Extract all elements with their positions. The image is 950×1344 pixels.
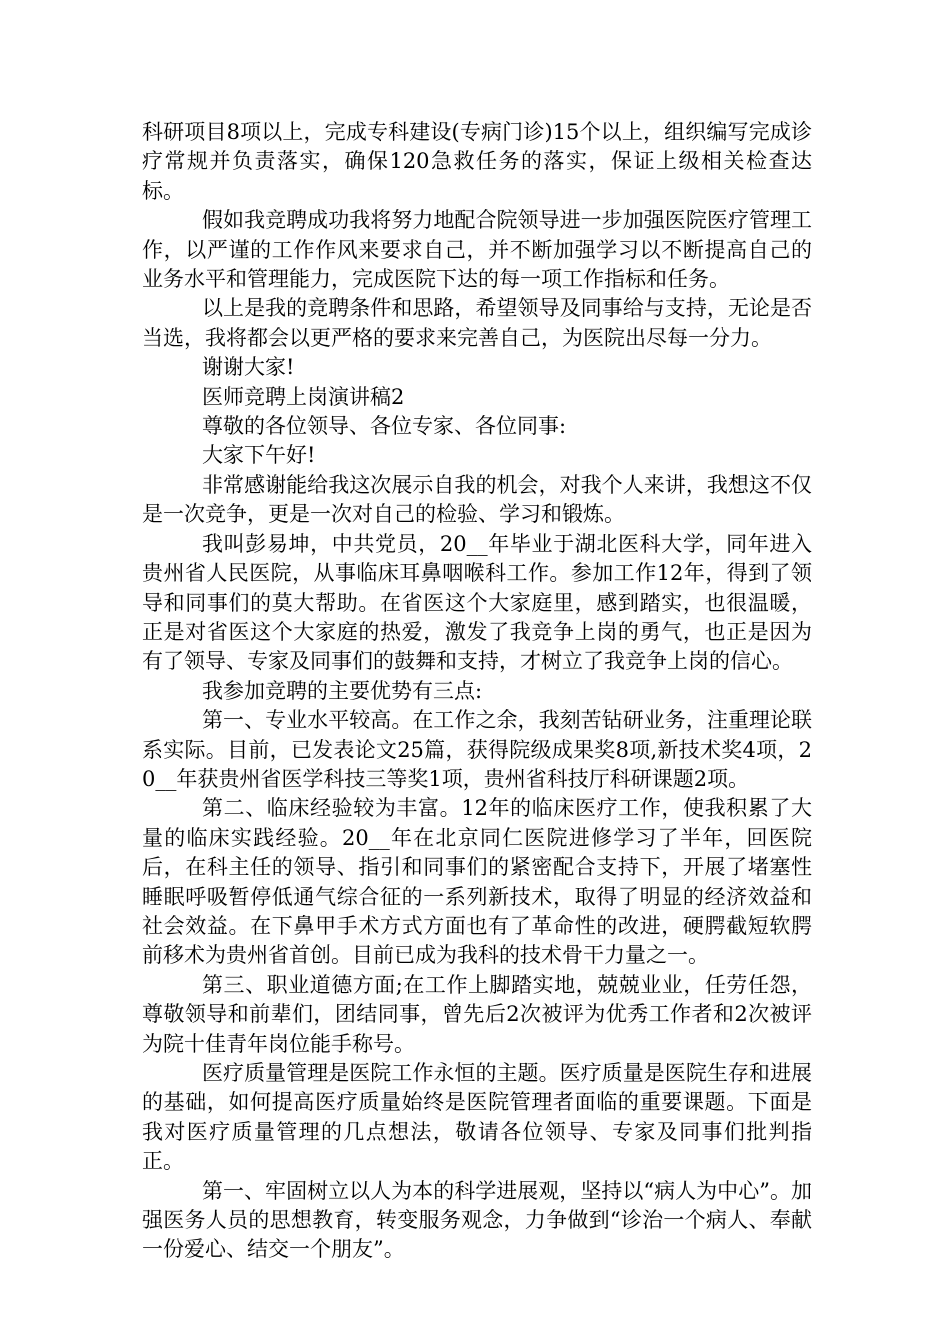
paragraph-9: 我叫彭易坤，中共党员，20__年毕业于湖北医科大学，同年进入贵州省人民医院，从事临床耳鼻咽喉科工作。参加工作12年，得到了领导和同事们的莫大帮助。在省医这个大家庭里，感到踏实，也很温暖，正是对省医这个大家庭的热爱，激发了我竞争上岗的勇气，也正是因为有了领导、专家及同事们的鼓舞和支持，才树立了我竞争上岗的信心。 xyxy=(142,531,812,674)
greeting: 大家下午好! xyxy=(202,443,316,468)
paragraph-13: 第三、职业道德方面;在工作上脚踏实地，兢兢业业，任劳任怨，尊敬领导和前辈们，团结同事，曾先后2次被评为优秀工作者和2次被评为院十佳青年岗位能手称号。 xyxy=(142,972,812,1056)
paragraph-8: 非常感谢能给我这次展示自我的机会，对我个人来讲，我想这不仅是一次竞争，更是一次对自己的检验、学习和锻炼。 xyxy=(142,472,812,527)
paragraph-1: 科研项目8项以上，完成专科建设(专病门诊)15个以上，组织编写完成诊疗常规并负责落实，确保120急救任务的落实，保证上级相关检查达标。 xyxy=(142,120,812,203)
speech-title: 医师竞聘上岗演讲稿2 xyxy=(202,384,405,409)
paragraph-2: 假如我竞聘成功我将努力地配合院领导进一步加强医院医疗管理工作，以严谨的工作作风来要求自己，并不断加强学习以不断提高自己的业务水平和管理能力，完成医院下达的每一项工作指标和任务。 xyxy=(142,208,812,292)
paragraph-11: 第一、专业水平较高。在工作之余，我刻苦钻研业务，注重理论联系实际。目前，已发表论文25篇，获得院级成果奖8项,新技术奖4项，20__年获贵州省医学科技三等奖1项，贵州省科技厅科研课题2项。 xyxy=(142,708,812,791)
closing-thanks: 谢谢大家! xyxy=(202,355,295,380)
paragraph-10: 我参加竞聘的主要优势有三点: xyxy=(202,678,483,703)
paragraph-12: 第二、临床经验较为丰富。12年的临床医疗工作，使我积累了大量的临床实践经验。20__年在北京同仁医院进修学习了半年，回医院后，在科主任的领导、指引和同事们的紧密配合支持下，开展了堵塞性睡眠呼吸暂停低通气综合征的一系列新技术，取得了明显的经济效益和社会效益。在下鼻甲手术方式方面也有了革命性的改进，硬腭截短软腭前移术为贵州省首创。目前已成为我科的技术骨干力量之一。 xyxy=(142,796,812,968)
salutation: 尊敬的各位领导、各位专家、各位同事: xyxy=(202,414,567,439)
paragraph-3: 以上是我的竞聘条件和思路，希望领导及同事给与支持，无论是否当选，我将都会以更严格的要求来完善自己，为医院出尽每一分力。 xyxy=(142,296,812,350)
document-body xyxy=(142,118,812,1265)
paragraph-14: 医疗质量管理是医院工作永恒的主题。医疗质量是医院生存和进展的基础，如何提高医疗质量始终是医院管理者面临的重要课题。下面是我对医疗质量管理的几点想法，敬请各位领导、专家及同事们批判指正。 xyxy=(142,1061,812,1174)
paragraph-15: 第一、牢固树立以人为本的科学进展观，坚持以“病人为中心”。加强医务人员的思想教育，转变服务观念，力争做到“诊治一个病人、奉献一份爱心、结交一个朋友”。 xyxy=(142,1178,812,1262)
